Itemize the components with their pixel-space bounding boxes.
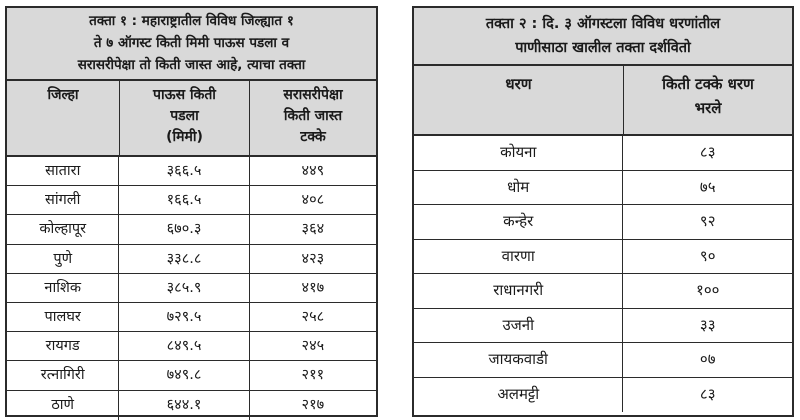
table-row (7, 157, 376, 186)
cell-percent: ४०८ (249, 186, 376, 214)
title-line: सरासरीपेक्षा तो किती जास्त आहे, त्याचा तक्ता (77, 57, 306, 73)
header-line: किती जास्त (283, 108, 343, 124)
cell-rainfall: ७४९.८ (118, 361, 248, 389)
cell-dam: जायकवाडी (488, 350, 548, 368)
table-row (7, 303, 376, 332)
cell-dam: धोम (507, 177, 530, 196)
header-district (7, 81, 119, 155)
cell-district: नाशिक (44, 279, 81, 296)
rainfall-table-header (7, 81, 376, 157)
cell-percent-filled: ८३ (622, 378, 792, 413)
table-row (414, 274, 792, 309)
cell-district: सांगली (45, 192, 81, 209)
header-line: सरासरीपेक्षा (283, 87, 343, 103)
table-row (414, 136, 792, 171)
table-row (7, 332, 376, 361)
cell-dam: अलमट्टी (497, 384, 540, 403)
cell-percent: २५८ (249, 303, 376, 331)
cell-dam: राधानगरी (493, 281, 544, 299)
cell-dam: वारणा (501, 246, 535, 265)
header-line: जिल्हा (47, 87, 79, 103)
title-line: ते ७ ऑगस्ट किती मिमी पाऊस पडला व (93, 35, 290, 51)
title-line: पाणीसाठा खालील तक्ता दर्शवितो (515, 40, 691, 56)
title-line: तक्ता २ : दि. ३ ऑगस्टला विविध धरणांतील (485, 16, 721, 32)
table-row (7, 391, 376, 420)
cell-rainfall: ३८५.९ (118, 274, 248, 302)
cell-percent-filled: १०० (622, 274, 792, 308)
header-line: (मिमी) (166, 129, 203, 145)
cell-percent-filled: ८३ (622, 136, 792, 170)
header-line: भरले (694, 99, 722, 117)
cell-district: पुणे (53, 250, 73, 267)
cell-dam: उजनी (502, 315, 534, 334)
cell-percent: ४४९ (249, 157, 376, 185)
cell-percent-filled: ३३ (622, 309, 792, 343)
cell-percent-filled: ९० (622, 240, 792, 274)
cell-district: कोल्हापूर (39, 221, 87, 238)
title-line: तक्ता १ : महाराष्ट्रातील विविध जिल्ह्यात १ (89, 13, 294, 29)
cell-rainfall: ८४९.५ (118, 332, 248, 360)
header-line: टक्के (300, 129, 326, 145)
cell-percent: २१७ (249, 391, 376, 420)
header-line: पडला (170, 108, 199, 124)
table-row (414, 309, 792, 344)
cell-percent: २४५ (249, 332, 376, 360)
cell-percent: २११ (249, 361, 376, 389)
table-row (7, 274, 376, 303)
table-row (414, 205, 792, 240)
header-line: धरण (505, 75, 532, 93)
dam-storage-table-header (414, 66, 792, 136)
table-row (7, 186, 376, 215)
cell-dam: कन्हेर (503, 212, 534, 230)
header-percent-filled (623, 66, 792, 134)
table-row (414, 343, 792, 378)
header-line: किती टक्के धरण (662, 75, 754, 93)
cell-district: ठाणे (51, 396, 75, 413)
cell-district: रत्नागिरी (40, 367, 85, 384)
cell-percent: ४१७ (249, 274, 376, 302)
dam-storage-table (412, 6, 794, 417)
dam-storage-table-body (414, 136, 792, 412)
cell-percent-filled: ०७ (622, 343, 792, 377)
rainfall-table (5, 6, 378, 417)
cell-rainfall: ३३८.८ (118, 245, 248, 273)
cell-percent: ३६४ (249, 215, 376, 243)
cell-rainfall: ७२९.५ (118, 303, 248, 331)
cell-dam: कोयना (500, 143, 537, 161)
header-percent-above-average (249, 81, 376, 155)
table-row (7, 245, 376, 274)
cell-district: पालघर (44, 308, 81, 325)
header-dam (414, 66, 623, 134)
cell-percent-filled: ७५ (622, 171, 792, 205)
cell-percent-filled: ९२ (622, 205, 792, 239)
table-row (414, 378, 792, 413)
cell-district: सातारा (45, 163, 81, 179)
table-row (414, 240, 792, 275)
cell-rainfall: ३६६.५ (118, 157, 248, 185)
table-row (414, 171, 792, 206)
dam-storage-table-title (414, 8, 792, 66)
table-row (7, 361, 376, 390)
cell-rainfall: १६६.५ (118, 186, 248, 214)
cell-rainfall: ६७०.३ (118, 215, 248, 243)
rainfall-table-body (7, 157, 376, 420)
cell-percent: ४२३ (249, 245, 376, 273)
table-row (7, 215, 376, 244)
cell-district: रायगड (45, 338, 80, 355)
rainfall-table-title (7, 8, 376, 81)
header-rainfall-mm (119, 81, 249, 155)
cell-rainfall: ६४४.१ (118, 391, 248, 420)
header-line: पाऊस किती (153, 87, 216, 103)
